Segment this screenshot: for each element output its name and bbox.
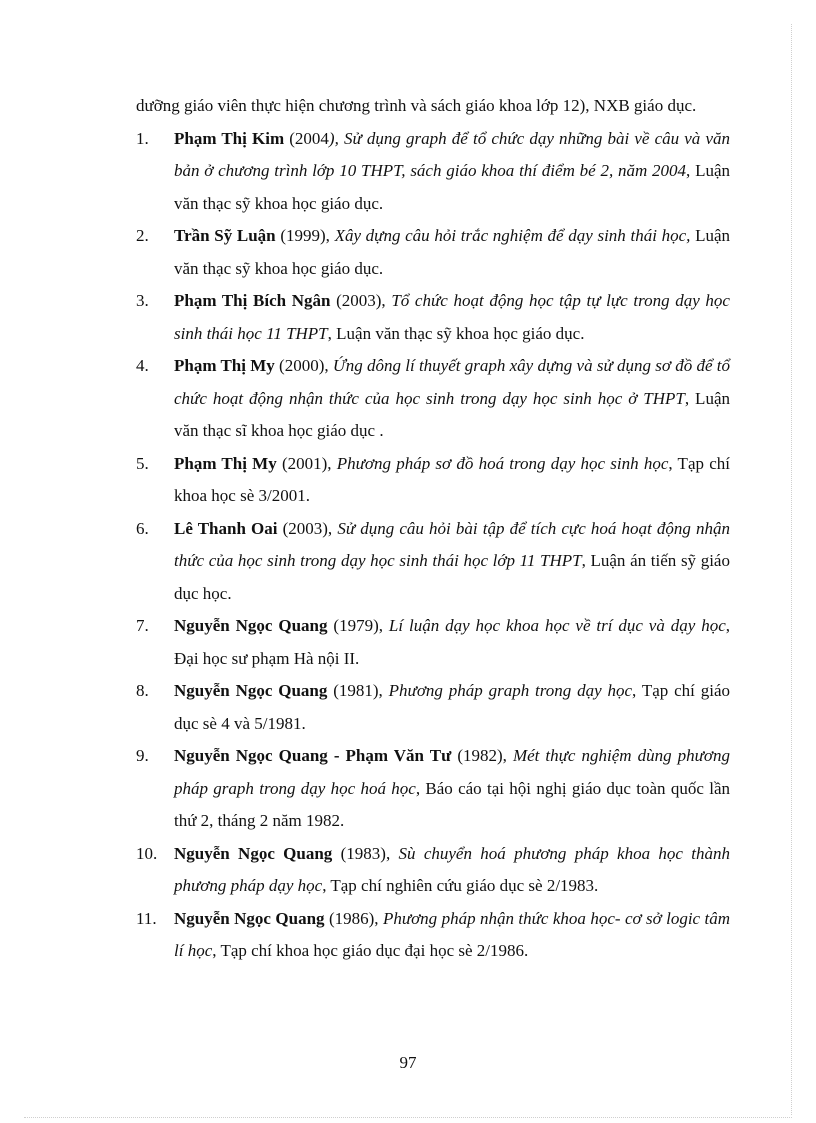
reference-author: Phạm Thị My xyxy=(174,453,277,473)
reference-number: 11. xyxy=(136,908,157,928)
reference-title: Ứng dông lí thuyết graph xây dựng và sử dụng sơ đồ để tổ chức hoạt động nhận thức của học sinh trong dạy học sinh học ở THPT xyxy=(174,356,731,408)
reference-number: 7. xyxy=(136,616,149,635)
reference-title: Phương pháp sơ đồ hoá trong dạy học sinh học xyxy=(336,453,669,473)
reference-title: Mét thực nghiệm dùng phương pháp graph trong dạy học hoá học xyxy=(174,746,730,798)
continued-reference-text: dưỡng giáo viên thực hiện chương trình và sách giáo khoa lớp 12), NXB giáo dục. xyxy=(136,96,697,115)
reference-title: ), Sử dụng graph để tổ chức dạy những bài về câu và văn bản ở chương trình lớp 10 THPT, sách giáo khoa thí điểm bé 2, năm 2004 xyxy=(174,128,730,180)
reference-title: Sử dụng câu hỏi bài tập để tích cực hoá hoạt động nhận thức của học sinh trong dạy học sinh thái học lớp 11 THPT xyxy=(174,518,730,570)
reference-number: 8. xyxy=(136,681,149,700)
reference-source: , Luận văn thạc sỹ khoa học giáo dục. xyxy=(174,161,731,213)
reference-year: (1979), xyxy=(327,616,389,635)
reference-author: Nguyễn Ngọc Quang - Phạm Văn Tư xyxy=(174,746,452,765)
reference-item xyxy=(136,220,730,285)
reference-number: 4. xyxy=(136,356,149,375)
reference-year: (2000), xyxy=(274,356,333,375)
reference-title: Phương pháp graph trong dạy học xyxy=(388,681,633,700)
reference-source: , Luận văn thạc sỹ khoa học giáo dục. xyxy=(327,323,585,343)
reference-source: , Tạp chí nghiên cứu giáo dục sè 2/1983. xyxy=(322,876,599,895)
reference-author: Trần Sỹ Luận xyxy=(174,226,276,245)
reference-item xyxy=(136,838,730,903)
reference-number: 10. xyxy=(136,843,158,863)
reference-list xyxy=(136,90,730,968)
reference-year: (1982), xyxy=(451,746,513,765)
reference-source: , Đại học sư phạm Hà nội II. xyxy=(174,616,731,668)
reference-source: Luận văn thạc sỹ khoa học giáo dục. xyxy=(174,226,731,278)
reference-item xyxy=(136,123,730,221)
reference-year: (1999), xyxy=(275,226,335,245)
reference-number: 5. xyxy=(136,453,149,473)
reference-number: 2. xyxy=(136,226,149,245)
reference-item xyxy=(136,675,730,740)
reference-year: (2003), xyxy=(277,518,338,538)
reference-source: , Tạp chí khoa học giáo dục đại học sè 2/1986. xyxy=(212,941,529,960)
reference-item xyxy=(136,350,730,448)
reference-author: Nguyễn Ngọc Quang xyxy=(174,908,325,928)
reference-source: , Tạp chí khoa học sè 3/2001. xyxy=(174,453,730,505)
reference-year: (2004 xyxy=(284,128,329,148)
reference-title: Lí luận dạy học khoa học về trí dục và dạy học xyxy=(388,616,726,635)
reference-author: Phạm Thị Kim xyxy=(174,128,285,148)
page-border-right xyxy=(791,24,792,1115)
reference-author: Nguyễn Ngọc Quang xyxy=(174,616,328,635)
reference-source: , Luận án tiến sỹ giáo dục học. xyxy=(174,551,730,603)
reference-author: Nguyễn Ngọc Quang xyxy=(174,843,333,863)
reference-title: Phương pháp nhận thức khoa học- cơ sở logic tâm lí học xyxy=(174,908,731,960)
reference-item xyxy=(136,610,730,675)
reference-source: , Báo cáo tại hội nghị giáo dục toàn quốc lần thứ 2, tháng 2 năm 1982. xyxy=(174,778,730,830)
page-border-bottom xyxy=(24,1117,792,1118)
reference-author: Nguyễn Ngọc Quang xyxy=(174,681,328,700)
reference-item xyxy=(136,740,730,838)
reference-year: (1983), xyxy=(332,843,399,863)
reference-source: , Tạp chí giáo dục sè 4 và 5/1981. xyxy=(174,681,730,733)
page-number: 97 xyxy=(399,1053,417,1072)
reference-title: Xây dựng câu hỏi trắc nghiệm để dạy sinh thái học, xyxy=(334,226,691,245)
reference-number: 3. xyxy=(136,291,149,310)
reference-number: 6. xyxy=(136,518,149,538)
reference-title: Sù chuyển hoá phương pháp khoa học thành phương pháp dạy học xyxy=(174,843,730,895)
reference-year: (2003), xyxy=(330,291,392,310)
reference-item xyxy=(136,448,730,513)
reference-title: Tổ chức hoạt động học tập tự lực trong dạy học sinh thái học 11 THPT xyxy=(174,291,730,343)
reference-item xyxy=(136,513,730,611)
reference-author: Lê Thanh Oai xyxy=(174,518,278,538)
reference-author: Phạm Thị My xyxy=(174,356,275,375)
reference-source: , Luận văn thạc sĩ khoa học giáo dục . xyxy=(174,388,730,440)
reference-year: (2001), xyxy=(276,453,337,473)
reference-year: (1981), xyxy=(327,681,389,700)
reference-item xyxy=(136,903,730,968)
reference-item xyxy=(136,285,730,350)
reference-number: 9. xyxy=(136,746,149,765)
reference-number: 1. xyxy=(136,128,149,148)
reference-year: (1986), xyxy=(324,908,383,928)
reference-author: Phạm Thị Bích Ngân xyxy=(174,291,331,310)
